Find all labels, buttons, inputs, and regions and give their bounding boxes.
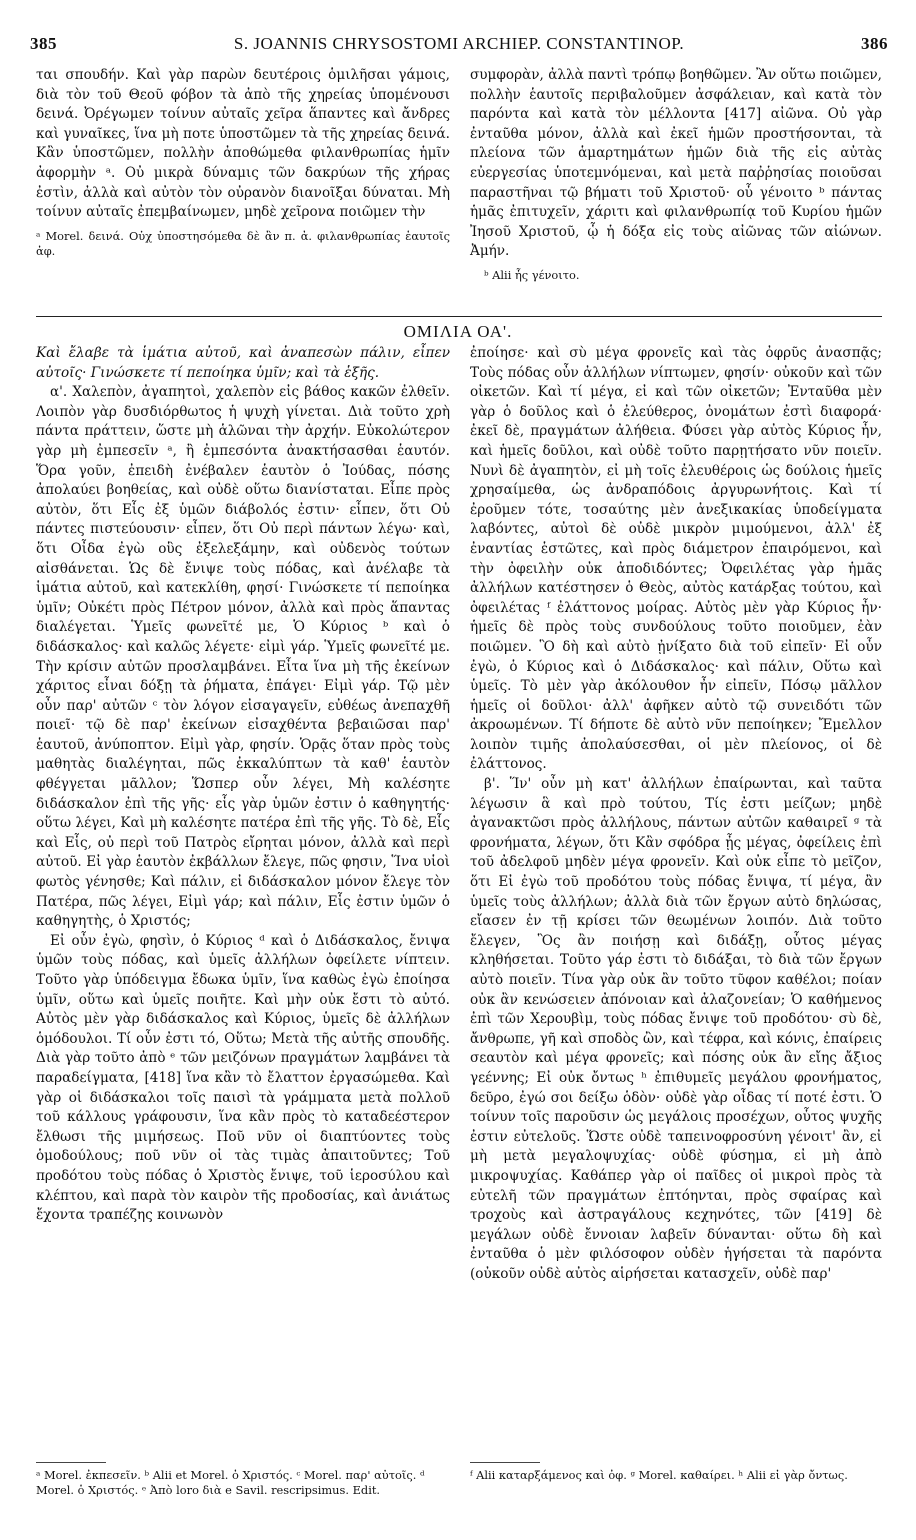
main-left-footnote: ᵃ Morel. ἐκπεσεῖν. ᵇ Alii et Morel. ὁ Χριστός. ᶜ Morel. παρ' αὐτοῖς. ᵈ Morel. ὁ Χριστός. ᵉ Ἀπὸ loro διὰ e Savil. rescripsimus. Edit. — [36, 1468, 425, 1497]
top-right-column — [470, 66, 882, 283]
footnote-rule-left — [36, 1462, 106, 1463]
main-left-paragraph-1: α'. Χαλεπὸν, ἀγαπητοὶ, χαλεπὸν εἰς βάθος κακῶν ἐλθεῖν. Λοιπὸν γὰρ δυσδιόρθωτος ἡ ψυχὴ γίνεται. Διὰ τοῦτο χρὴ πάντα πράττειν, ὥστε μὴ ἁλῶναι τὴν ἀρχήν. Εὐκολώτερον γὰρ μὴ ἐμπεσεῖν ᵃ, ἢ ἐμπεσόντα ἀνακτήσασθαι ἑαυτόν. Ὅρα γοῦν, ἐπειδὴ ἐνέβαλεν ἑαυτὸν ὁ Ἰούδας, πόσης ἀπολαύει βοηθείας, καὶ οὐδὲ οὕτω διανίσταται. Εἶπε πρὸς αὐτὸν, ὅτι Εἷς ἐξ ὑμῶν διάβολός ἐστιν· εἶπεν, ὅτι Οὐ πάντες πιστεύουσιν· εἶπεν, ὅτι Οὐ περὶ πάντων λέγω· καὶ, ὅτι Οἶδα ἐγὼ οὓς ἐξελεξάμην, καὶ οὐδενὸς τούτων αἰσθάνεται. Ὡς δὲ ἔνιψε τοὺς πόδας, καὶ ἀνέλαβε τὰ ἱμάτια αὐτοῦ, καὶ κατεκλίθη, φησί· Γινώσκετε τί πεποίηκα ὑμῖν; Οὐκέτι πρὸς Πέτρον μόνον, ἀλλὰ καὶ πρὸς ἅπαντας διαλέγεται. Ὑμεῖς φωνεῖτέ με, Ὁ Κύριος ᵇ καὶ ὁ διδάσκαλος· καὶ καλῶς λέγετε· εἰμὶ γάρ. Ὑμεῖς φωνεῖτέ με. Τὴν κρίσιν αὐτῶν προσλαμβάνει. Εἶτα ἵνα μὴ τῆς ἐκείνων χάριτος εἶναι δόξῃ τὰ ῥήματα, ἐπάγει· Εἰμὶ γάρ. Τῷ μὲν οὖν παρ' αὐτῶν ᶜ τὸν λόγον εἰσαγαγεῖν, εὐθέως ἀνεπαχθῆ ποιεῖ· τῷ δὲ παρ' ἐκείνων εἰσαχθέντα βεβαιῶσαι παρ' ἑαυτοῦ, ἀνύποπτον. Εἰμὶ γὰρ, φησίν. Ὁρᾷς ὅταν πρὸς τοὺς μαθητὰς διαλέγηται, πῶς ἐκκαλύπτων τὰ καθ' ἑαυτὸν φθέγγεται μᾶλλον; Ὥσπερ οὖν λέγει, Μὴ καλέσητε διδάσκαλον ἐπὶ τῆς γῆς· εἷς γὰρ ὑμῶν ἐστιν ὁ καθηγητής· οὕτω λέγει, Καὶ μὴ καλέσητε πατέρα ἐπὶ τῆς γῆς. Τὸ δὲ, Εἷς καὶ Εἷς, οὐ περὶ τοῦ Πατρὸς εἴρηται μόνον, ἀλλὰ καὶ περὶ αὐτοῦ. Εἰ γὰρ ἑαυτὸν ἐκβάλλων ἔλεγε, πῶς φησιν, Ἵνα υἱοὶ φωτὸς γένησθε; Καὶ πάλιν, εἰ διδάσκαλον μόνον ἔλεγε τὸν Πατέρα, πῶς λέγει, Εἰμὶ γάρ; καὶ πάλιν, Εἷς ἐστιν ὑμῶν ὁ καθηγητὴς, ὁ Χριστός; — [36, 384, 450, 930]
top-left-paragraph: ται σπουδήν. Καὶ γὰρ παρὼν δευτέροις ὁμιλῆσαι γάμοις, διὰ τὸν τοῦ Θεοῦ φόβον τὰ ἀπὸ τῆς χηρείας ὑπομένουσι δεινά. Ὀρέγωμεν τοίνυν αὐταῖς χεῖρα ἅπαντες καὶ ἄνδρες καὶ γυναῖκες, ἵνα μὴ ποτε ὑποστῶμεν τὰ τῆς χηρείας δεινά. Κἂν ὑποστῶμεν, πολλὴν ἀποθώμεθα φιλανθρωπίας ἡμῖν ἀφορμὴν ᵃ. Οὐ μικρὰ δύναμις τῶν δακρύων τῆς χήρας ἐστὶν, ἀλλὰ καὶ αὐτὸν τὸν οὐρανὸν διανοῖξαι δύναται. Μὴ τοίνυν αὐταῖς ἐπεμβαίνωμεν, μηδὲ χεῖρονα ποιῶμεν τὴν — [36, 67, 450, 221]
homily-title: ΟΜΙΛΙΑ ΟΑ'. — [403, 322, 513, 341]
main-left-column — [36, 344, 450, 1226]
main-left-paragraph-2: Εἰ οὖν ἐγὼ, φησὶν, ὁ Κύριος ᵈ καὶ ὁ Διδάσκαλος, ἔνιψα ὑμῶν τοὺς πόδας, καὶ ὑμεῖς ἀλλήλων ὀφείλετε νίπτειν. Τοῦτο γὰρ ὑπόδειγμα ἔδωκα ὑμῖν, ἵνα καθὼς ἐγὼ ἐποίησα ὑμῖν, οὕτω καὶ ὑμεῖς ποιῆτε. Καὶ μὴν οὐκ ἔστι τὸ αὐτό. Αὐτὸς μὲν γὰρ διδάσκαλος καὶ Κύριος, ὑμεῖς δὲ ἀλλήλων ὁμόδουλοι. Τί οὖν ἐστι τό, Οὕτω; Μετὰ τῆς αὐτῆς σπουδῆς. Διὰ γὰρ τοῦτο ἀπὸ ᵉ τῶν μειζόνων πραγμάτων λαμβάνει τὰ παραδείγματα, [418] ἵνα κἂν τὸ ἔλαττον ἐργασώμεθα. Καὶ γὰρ οἱ διδάσκαλοι τοῖς παισὶ τὰ γράμματα μετὰ πολλοῦ τοῦ κάλλους γράφουσιν, ἵνα κἂν πρὸς τὸ καταδεέστερον ἔλθωσι τῆς μιμήσεως. Ποῦ νῦν οἱ διαπτύοντες τοὺς ὁμοδούλους; ποῦ νῦν οἱ τὰς τιμὰς ἀπαιτοῦντες; Τοῦ προδότου τοὺς πόδας ὁ Χριστὸς ἔνιψε, τοῦ ἱεροσύλου καὶ κλέπτου, καὶ παρὰ τὸν καιρὸν τῆς προδοσίας, καὶ ἀνιάτως ἔχοντα τραπέζης κοινωνὸν — [36, 932, 450, 1224]
main-left-paragraph-lemma: Καὶ ἔλαβε τὰ ἱμάτια αὐτοῦ, καὶ ἀναπεσὼν πάλιν, εἶπεν αὐτοῖς· Γινώσκετε τί πεποίηκα ὑμῖν; καὶ τὰ ἑξῆς. — [36, 345, 450, 381]
left-page-number: 385 — [30, 34, 57, 53]
right-page-number: 386 — [861, 34, 888, 53]
main-right-footnote: ᶠ Alii καταρξάμενος καὶ ὀφ. ᵍ Morel. καθαίρει. ʰ Alii εἰ γὰρ ὄντως. — [470, 1468, 848, 1482]
running-head — [30, 34, 888, 56]
top-left-column — [36, 66, 450, 259]
main-right-column — [470, 344, 882, 1285]
running-title: S. JOANNIS CHRYSOSTOMI ARCHIEP. CONSTANTINOP. — [233, 34, 685, 53]
top-left-footnote: ᵃ Morel. δεινά. Οὐχ ὑποστησόμεθα δὲ ἂν π. ἀ. φιλανθρωπίας ἑαυτοῖς ἀφ. — [36, 228, 450, 258]
section-divider — [36, 316, 882, 317]
main-right-paragraph-2: β'. Ἵν' οὖν μὴ κατ' ἀλλήλων ἐπαίρωνται, καὶ ταῦτα λέγωσιν ἃ καὶ πρὸ τούτου, Τίς ἐστι μείζων; μηδὲ ἀγανακτῶσι πρὸς ἀλλήλους, πάντων αὐτῶν καθαιρεῖ ᵍ τὰ φρονήματα, λέγων, ὅτι Κἂν σφόδρα ᾖς μέγας, ὀφείλεις ἐπὶ τοῦ ἀδελφοῦ μηδὲν μέγα φρονεῖν. Καὶ οὐκ εἶπε τὸ μεῖζον, ὅτι Εἰ ἐγὼ τοῦ προδότου τοὺς πόδας ἔνιψα, τί μέγα, ἂν ὑμεῖς τοὺς ἀλλήλων; ἀλλὰ διὰ τῶν ἔργων αὐτὸ δηλώσας, εἴασεν ἐν τῇ κρίσει τῶν θεωμένων λοιπόν. Διὰ τοῦτο ἔλεγεν, Ὃς ἂν ποιήσῃ καὶ διδάξῃ, οὗτος μέγας κληθήσεται. Τοῦτο γάρ ἐστι τὸ διδάξαι, τὸ διὰ τῶν ἔργων αὐτὸ ποιεῖν. Τίνα γὰρ οὐκ ἂν τοῦτο τῦφον καθέλοι; ποίαν οὐκ ἂν κενώσειεν ἀπόνοιαν καὶ ἀλαζονείαν; Ὁ καθήμενος ἐπὶ τῶν Χερουβὶμ, τοὺς πόδας ἔνιψε τοῦ προδότου· σὺ δὲ, ἄνθρωπε, γῆ καὶ σποδὸς ὢν, καὶ τέφρα, καὶ κόνις, ἐπαίρεις σεαυτὸν καὶ μέγα φρονεῖς; καὶ πόσης οὐκ ἂν εἴης ἄξιος γεέννης; Εἰ οὐκ ὄντως ʰ ἐπιθυμεῖς μεγάλου φρονήματος, δεῦρο, ἐγώ σοι δείξω ὁδὸν· οὐδὲ γὰρ οἶδας τί ποτέ ἐστι. Ὁ τοίνυν τοῖς παροῦσιν ὡς μεγάλοις προσέχων, οὗτος ψυχῆς ἐστιν εὐτελοῦς. Ὥστε οὐδὲ ταπεινοφροσύνη γένοιτ' ἂν, εἰ μὴ μετὰ μεγαλοψυχίας· οὐδὲ φύσημα, εἰ μὴ ἀπὸ μικροψυχίας. Καθάπερ γὰρ οἱ παῖδες οἱ μικροὶ πρὸς τὰ εὐτελῆ τῶν πραγμάτων ἐπτόηνται, πρὸς σφαίρας καὶ τροχοὺς καὶ ἀστραγάλους κεχηνότες, τῶν [419] δὲ μεγάλων οὐδὲ ἔννοιαν λαβεῖν δύνανται· οὕτω δὴ καὶ ἐνταῦθα ὁ μὲν φιλόσοφον οὐδὲν ἡγήσεται τὰ παρόντα (οὐκοῦν οὐδὲ αὐτὸς αἱρήσεται κατασχεῖν, οὐδὲ παρ' — [470, 776, 882, 1282]
top-right-footnote: ᵇ Alii ἧς γένοιτο. — [484, 267, 580, 282]
footnote-rule-right — [470, 1462, 540, 1463]
top-right-paragraph: συμφορὰν, ἀλλὰ παντὶ τρόπῳ βοηθῶμεν. Ἂν οὕτω ποιῶμεν, πολλὴν ἑαυτοῖς περιβαλοῦμεν ἀσφάλειαν, καὶ κατὰ τὸν παρόντα καὶ κατὰ τὸν μέλλοντα [417] αἰῶνα. Οὐ γὰρ ἐνταῦθα μόνον, ἀλλὰ καὶ ἐκεῖ ἡμῶν προστήσονται, τὰ πλείονα τῶν ἁμαρτημάτων ἡμῶν διὰ τῆς εἰς αὐτὰς εὐεργεσίας ὑποτεμνόμεναι, καὶ μετὰ παῤῥησίας ποιοῦσαι παραστῆναι τῷ βήματι τοῦ Χριστοῦ· οὗ γένοιτο ᵇ πάντας ἡμᾶς ἐπιτυχεῖν, χάριτι καὶ φιλανθρωπίᾳ τοῦ Κυρίου ἡμῶν Ἰησοῦ Χριστοῦ, ᾧ ἡ δόξα εἰς τοὺς αἰῶνας τῶν αἰώνων. Ἀμήν. — [470, 67, 882, 260]
main-right-paragraph-1: ἐποίησε· καὶ σὺ μέγα φρονεῖς καὶ τὰς ὀφρῦς ἀνασπᾷς; Τοὺς πόδας οὖν ἀλλήλων νίπτωμεν, φησίν· οὐκοῦν καὶ τῶν οἰκετῶν. Καὶ τί μέγα, εἰ καὶ τῶν οἰκετῶν; Ἐνταῦθα μὲν γὰρ ὁ δοῦλος καὶ ὁ ἐλεύθερος, ὀνομάτων ἐστὶ διαφορά· ἐκεῖ δὲ, πραγμάτων ἀλήθεια. Φύσει γὰρ αὐτὸς Κύριος ἦν, καὶ ἡμεῖς δοῦλοι, καὶ οὐδὲ τοῦτο παρῃτήσατο νῦν ποιεῖν. Νυνὶ δὲ ἀγαπητὸν, εἰ μὴ τοῖς ἐλευθέροις ὡς δούλοις ἡμεῖς χρησαίμεθα, ὡς ἀνδραπόδοις ἀργυρωνήτοις. Καὶ τί ἐροῦμεν τότε, τοσαύτης μὲν ἀνεξικακίας ὑποδείγματα λαβόντες, αὐτοὶ δὲ οὐδὲ μικρὸν μιμούμενοι, ἀλλ' ἐξ ἐναντίας ἑστῶτες, καὶ πρὸς διάμετρον ἐπαιρόμενοι, καὶ τὴν ὀφειλὴν οὐκ ἀποδιδόντες; Ὀφειλέτας γὰρ ἡμᾶς ἀλλήλων κατέστησεν ὁ Θεὸς, αὐτὸς κατάρξας τούτου, καὶ ὀφειλέτας ᶠ ἐλάττονος μοίρας. Αὐτὸς μὲν γὰρ Κύριος ἦν· ἡμεῖς δὲ πρὸς τοὺς συνδούλους τοῦτο ποιοῦμεν, ἐὰν ποιῶμεν. Ὃ δὴ καὶ αὐτὸ ᾐνίξατο διὰ τοῦ εἰπεῖν· Εἰ οὖν ἐγὼ, ὁ Κύριος καὶ ὁ Διδάσκαλος· καὶ πάλιν, Οὕτω καὶ ὑμεῖς. Τὸ μὲν γὰρ ἀκόλουθον ἦν εἰπεῖν, Πόσῳ μᾶλλον ἡμεῖς οἱ δοῦλοι· ἀλλ' ἀφῆκεν αὐτὸ τῷ συνειδότι τῶν ἀκροωμένων. Τί δήποτε δὲ αὐτὸ νῦν πεποίηκεν; Ἔμελλον λοιπὸν τιμῆς ἀπολαύσεσθαι, οἱ μὲν πλείονος, οἱ δὲ ἐλάττονος. — [470, 345, 882, 773]
